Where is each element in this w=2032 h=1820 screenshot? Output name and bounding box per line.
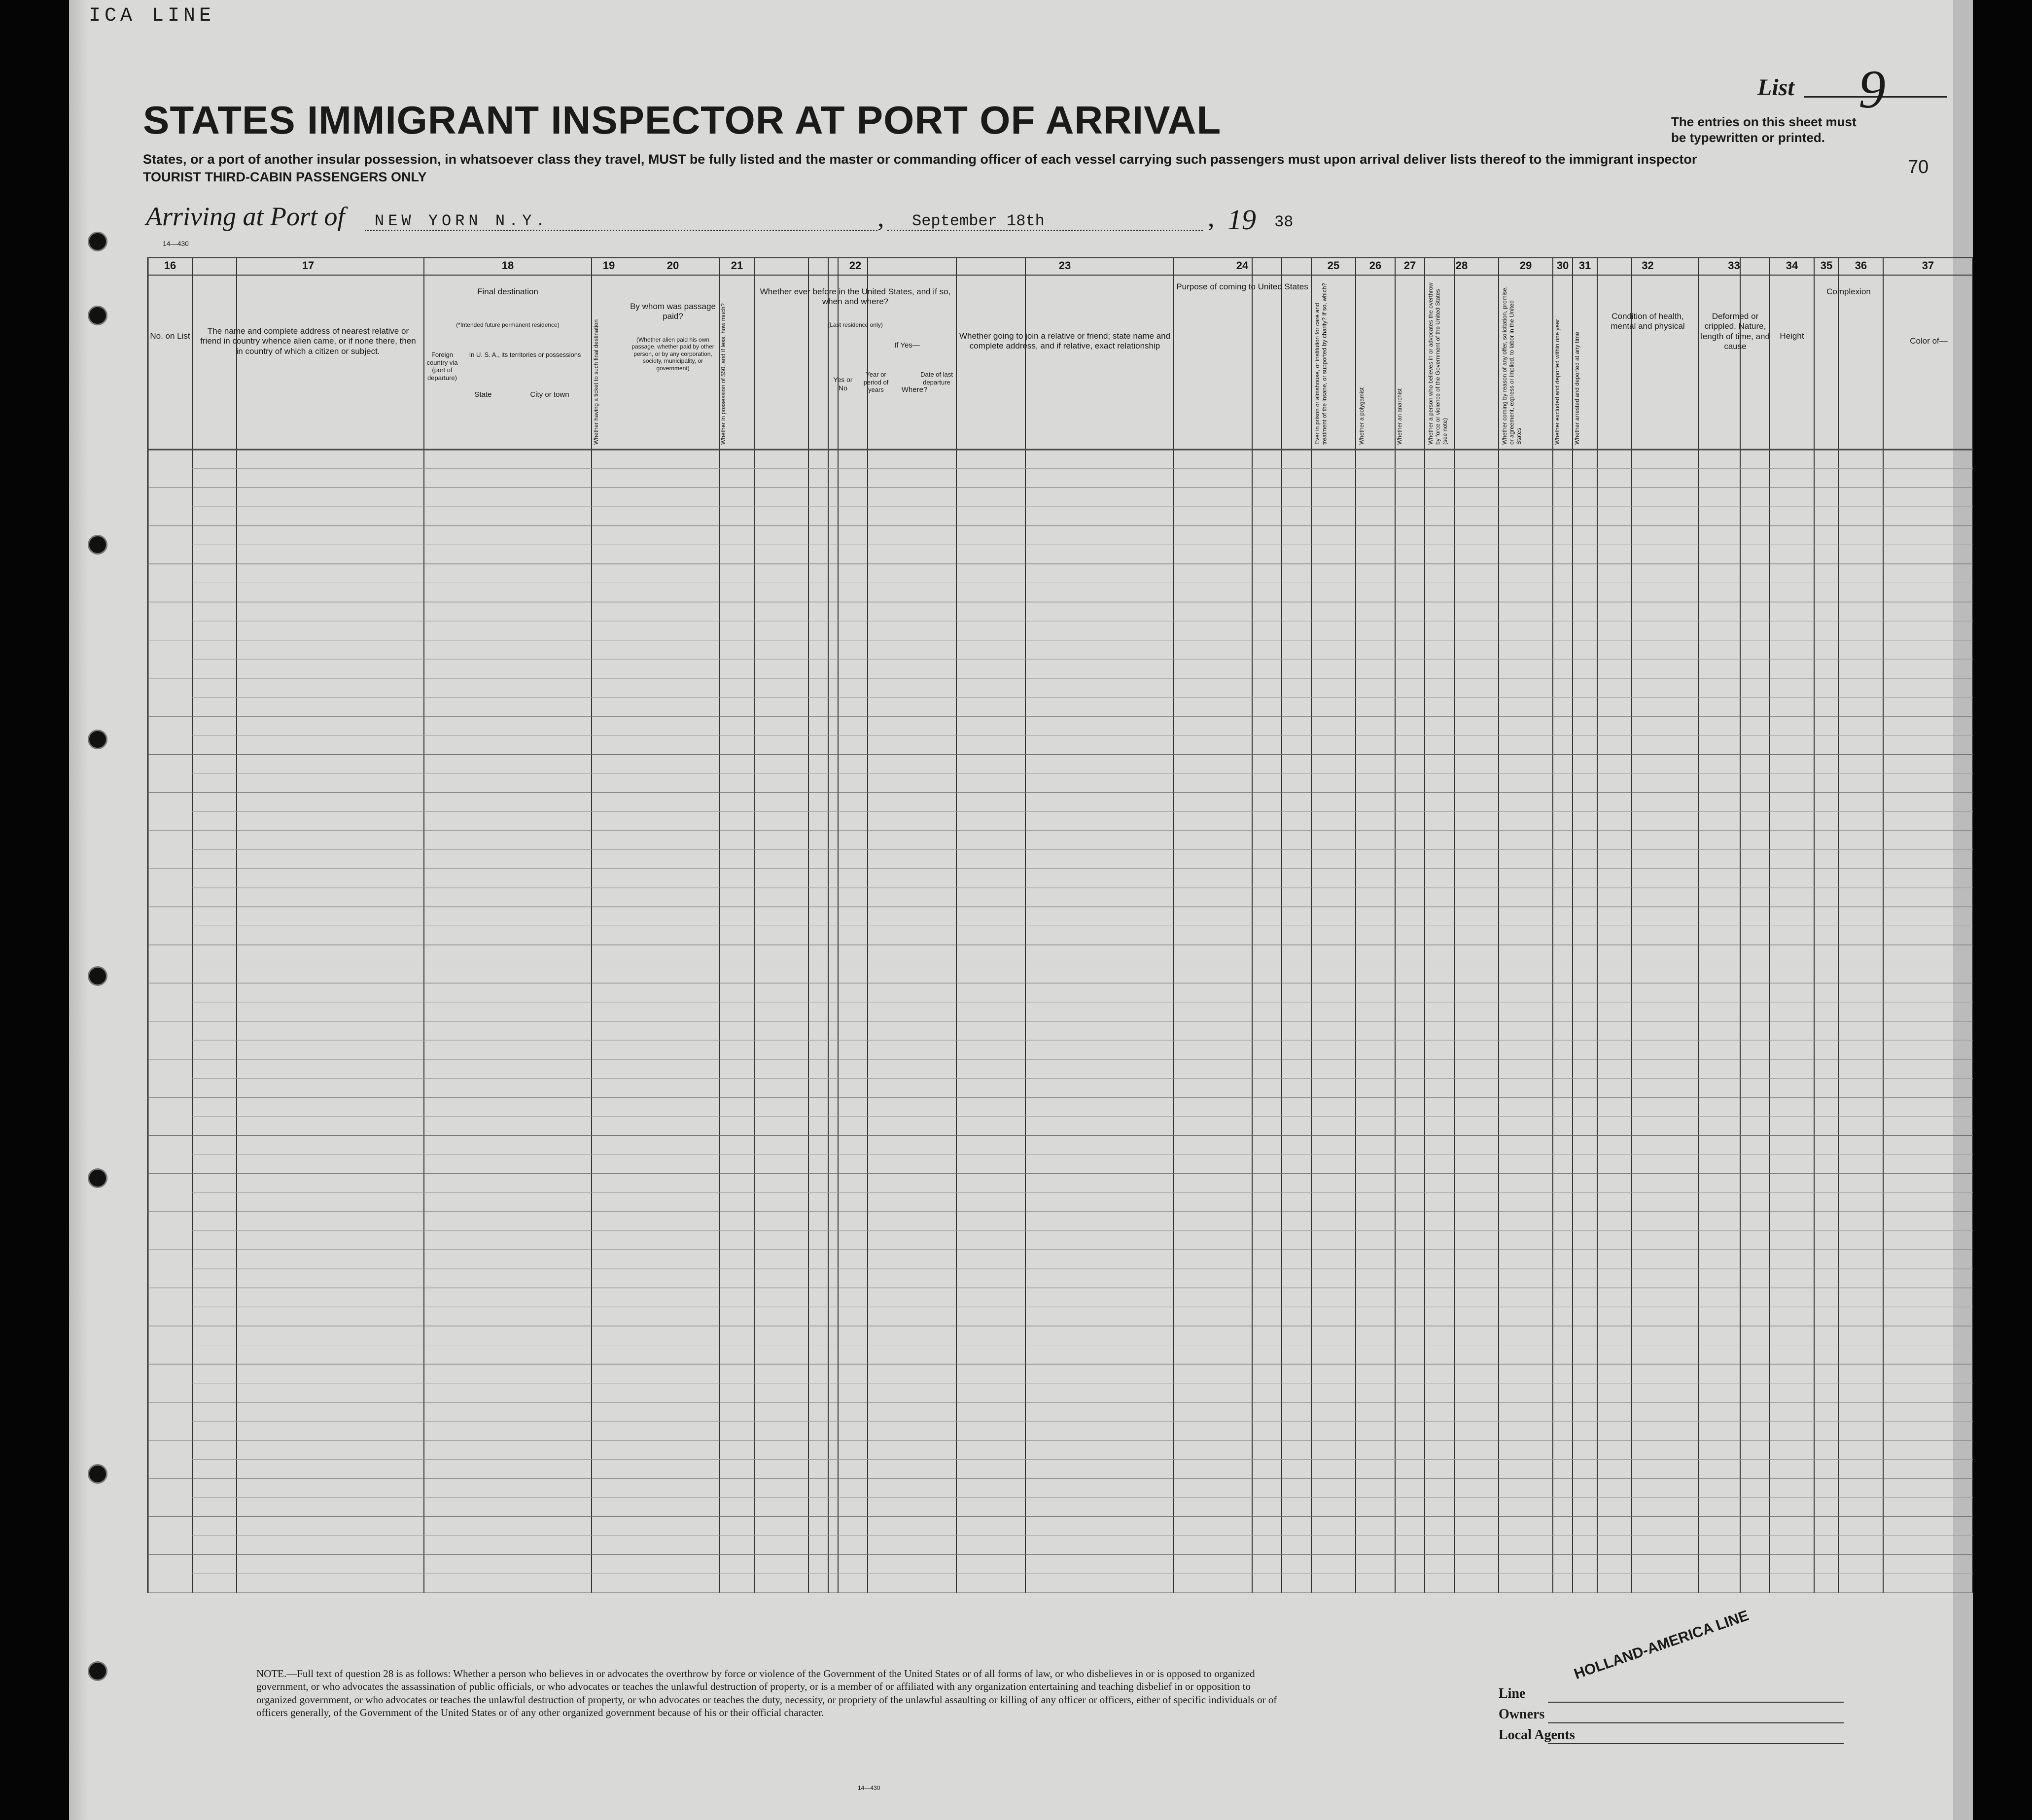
manifest-grid [79, 257, 1973, 1593]
column-header: Whether coming by reason of any offer, solicitation, promise, or agreement, express or implied, to labor in the United States [1501, 286, 1522, 445]
year-printed: 19 [1227, 204, 1256, 236]
column-number: 33 [1728, 259, 1740, 272]
column-subheader: In U. S. A., its territories or possessions [469, 351, 581, 358]
owners-underline [1548, 1722, 1844, 1723]
column-number: 37 [1922, 259, 1934, 272]
shipping-line-fragment: ICA LINE [89, 5, 215, 27]
column-subheader: (Last residence only) [828, 321, 883, 328]
column-number: 31 [1578, 259, 1591, 272]
column-header: No. on List [150, 331, 190, 341]
column-number: 27 [1403, 259, 1416, 272]
list-number: 9 [1858, 59, 1886, 119]
column-number: 23 [1058, 259, 1071, 272]
binder-hole-icon [88, 1661, 107, 1681]
arrival-port: NEW YORN N.Y. [375, 212, 549, 230]
column-subheader: (*Intended future permanent residence) [456, 321, 560, 328]
arriving-label: Arriving at Port of [146, 202, 345, 231]
column-header: Deformed or crippled. Nature, length of time, and cause [1701, 312, 1770, 351]
year-typed: 38 [1274, 213, 1294, 231]
column-number: 19 [602, 259, 615, 272]
agents-underline [1548, 1743, 1844, 1744]
column-number: 24 [1236, 259, 1249, 272]
separator: , [877, 203, 884, 232]
column-number: 18 [501, 259, 514, 272]
column-header: By whom was passage paid? [630, 302, 716, 321]
column-number: 35 [1820, 259, 1833, 272]
column-subheader: Foreign country via (port of departure) [426, 351, 458, 382]
column-header: Whether excluded and deported within one year [1554, 319, 1561, 445]
owners-label: Owners [1499, 1707, 1545, 1722]
column-subheader: City or town [530, 390, 569, 399]
column-number: 25 [1327, 259, 1340, 272]
list-note: be typewritten or printed. [1671, 130, 1825, 145]
line-underline [1548, 1702, 1844, 1703]
column-subheader: Year or period of years [863, 371, 889, 394]
column-header: Whether in possession of $50, and if less, how much? [720, 303, 727, 445]
footer-form-number: 14—430 [858, 1785, 880, 1791]
column-subheader: If Yes— [894, 341, 920, 350]
column-number: 36 [1855, 259, 1867, 272]
column-subheader: State [474, 390, 492, 399]
column-number: 20 [666, 259, 679, 272]
agents-label: Local Agents [1499, 1727, 1575, 1743]
column-header: Ever in prison or almshouse, or institution for care and treatment of the insane, or supported by charity? If so, which? [1314, 282, 1328, 445]
column-number: 22 [849, 259, 862, 272]
column-header: Whether arrested and deported at any time [1574, 332, 1580, 445]
instructions-line: States, or a port of another insular possession, in whatsoever class they travel, MUST be fully listed and the master or commanding officer of each vessel carrying such passengers must upon arrival deliver lists thereof to the immigrant inspector [143, 152, 1697, 167]
column-header: Complexion [1826, 287, 1871, 296]
column-headers [79, 257, 1973, 450]
passenger-class-line: TOURIST THIRD-CABIN PASSENGERS ONLY [143, 170, 427, 184]
column-header: Whether going to join a relative or friend; state name and complete address, and if relative, exact relationship [959, 331, 1171, 351]
column-number: 34 [1786, 259, 1798, 272]
sheet-number: 70 [1908, 157, 1929, 177]
column-header: The name and complete address of nearest relative or friend in country whence alien came, or if none there, then in country of which a citizen or subject. [200, 326, 416, 356]
column-subheader: (Whether alien paid his own passage, whether paid by other person, or by any corporation, society, municipality, or government) [631, 336, 714, 372]
column-header: Final destination [477, 287, 538, 296]
column-header: Height [1780, 331, 1804, 341]
column-subheader: Yes or No [833, 376, 853, 392]
agent-stamp: HOLLAND-AMERICA LINE [1572, 1607, 1751, 1683]
list-note: The entries on this sheet must [1671, 114, 1857, 129]
column-number: 21 [731, 259, 743, 272]
list-label: List [1757, 74, 1794, 101]
question-28-note: NOTE.—Full text of question 28 is as follows: Whether a person who believes in or advocates the overthrow by force or violence of the Government of the United States or of all forms of law, or who disbelieves in or is opposed to organized government, or who advocates the assassination of public officials, or who advocates or teaches the unlawful destruction of property, or is a member of or affiliated with any organization entertaining and teaching disbelief in or opposition to organized government, or who advocates or teaches the unlawful destruction of property, or who advocates or teaches the duty, necessity, or propriety of the unlawful assaulting or killing of any officer or officers, either of specific individuals or of officers generally, of the Government of the United States or of any other organized government because of his or their official character. [256, 1668, 1277, 1718]
column-number: 17 [302, 259, 315, 272]
column-number: 32 [1642, 259, 1654, 272]
column-number: 30 [1556, 259, 1569, 272]
column-header: Whether a polygamist [1358, 387, 1365, 445]
separator: , [1208, 203, 1215, 232]
column-subheader: Date of last departure [920, 371, 953, 386]
column-header: Whether an anarchist [1396, 388, 1403, 445]
column-header: Condition of health, mental and physical [1611, 312, 1685, 331]
column-header: Whether ever before in the United States, and if so, when and where? [760, 287, 951, 307]
column-header: Purpose of coming to United States [1176, 282, 1308, 291]
column-number: 29 [1519, 259, 1532, 272]
column-subheader: Where? [901, 385, 928, 394]
column-number: 16 [164, 259, 176, 272]
arrival-date: September 18th [912, 212, 1045, 230]
page-title: STATES IMMIGRANT INSPECTOR AT PORT OF ARRIVAL [143, 98, 1222, 142]
binder-hole-icon [88, 232, 107, 251]
column-number: 26 [1369, 259, 1382, 272]
column-header: Whether a person who believes in or advocates the overthrow by force or violence of the Government of the United States (see note) [1427, 282, 1448, 445]
column-number: 28 [1455, 259, 1468, 272]
line-label: Line [1499, 1686, 1526, 1701]
column-header: Whether having a ticket to such final destination [593, 319, 599, 445]
column-header: Color of— [1910, 336, 1948, 346]
form-number: 14—430 [163, 240, 189, 247]
